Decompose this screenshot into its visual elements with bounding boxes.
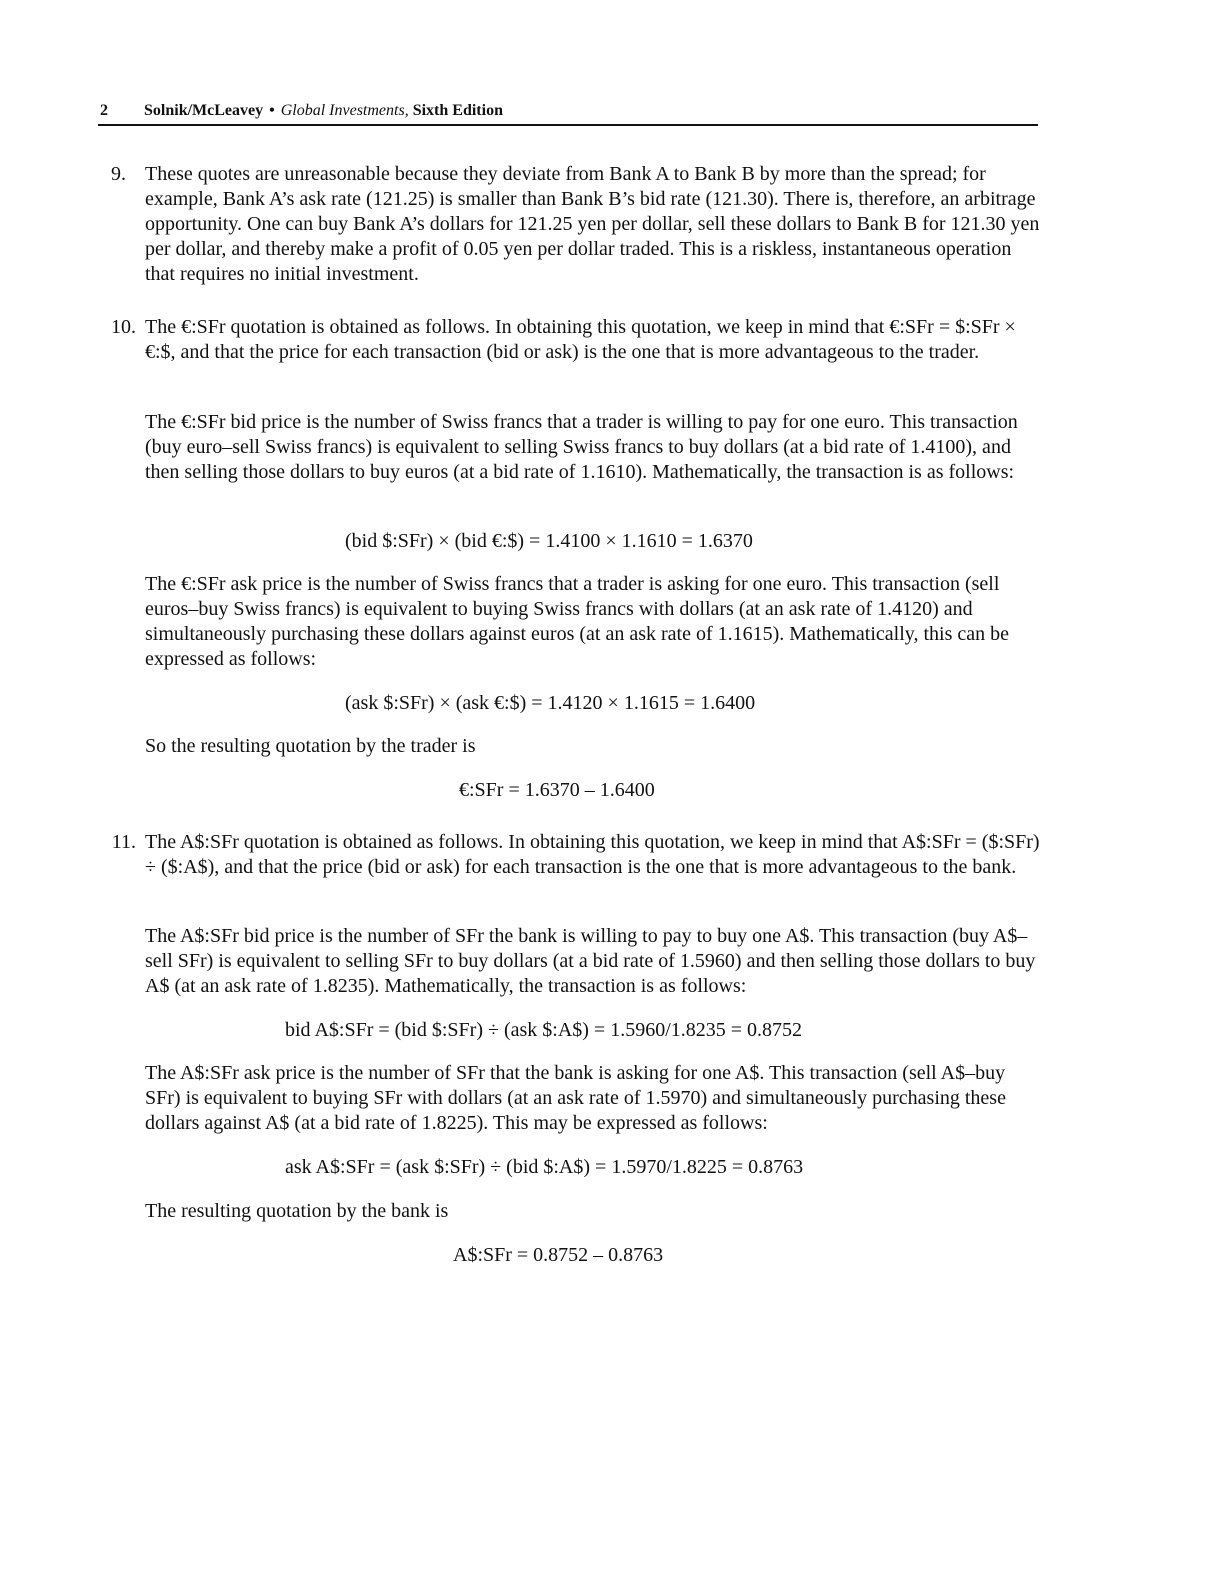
item-11-ask-explanation: The A$:SFr ask price is the number of SFr that the bank is asking for one A$. This transaction (sell A$–buy SFr) is equivalent to buying SFr with dollars (at an ask rate of 1.5970) and simultaneously purchasing these dollars against A$ (at a bid rate of 1.8225). This may be expressed as follows: (145, 1062, 1006, 1134)
item-10-result-lead: So the resulting quotation by the trader is (145, 735, 476, 757)
item-10-bid-explanation: The €:SFr bid price is the number of Swiss francs that a trader is willing to pay for one euro. This transaction (buy euro–sell Swiss francs) is equivalent to selling Swiss francs to buy dollars (at a bid rate of 1.4100), and then selling those dollars to buy euros (at a bid rate of 1.1610). Mathematically, the transaction is as follows: (145, 411, 1018, 483)
item-9-paragraph: These quotes are unreasonable because they deviate from Bank A to Bank B by more than the spread; for example, Bank A’s ask rate (121.25) is smaller than Bank B’s bid rate (121.30). There is, therefore, an arbitrage opportunity. One can buy Bank A’s dollars for 121.25 yen per dollar, sell these dollars to Bank B for 121.30 yen per dollar, and thereby make a profit of 0.05 yen per dollar traded. This is a riskless, instantaneous operation that requires no initial investment. (145, 163, 1040, 285)
authors: Solnik/McLeavey (144, 102, 264, 119)
item-10-intro: The €:SFr quotation is obtained as follows. In obtaining this quotation, we keep in mind that €:SFr = $:SFr × €:$, and that the price for each transaction (bid or ask) is the one that is more advantageous to the trader. (145, 316, 1016, 363)
running-title (144, 100, 503, 122)
page-header (98, 98, 1038, 126)
item-11-result-lead: The resulting quotation by the bank is (145, 1200, 449, 1222)
item-10-ask-explanation: The €:SFr ask price is the number of Swiss francs that a trader is asking for one euro. This transaction (sell euros–buy Swiss francs) is equivalent to buying Swiss francs with dollars (at an ask rate of 1.4120) and simultaneously purchasing these dollars against euros (at an ask rate of 1.1615). Mathematically, this can be expressed as follows: (145, 573, 1010, 670)
bullet-separator: • (269, 102, 275, 119)
item-11-intro: The A$:SFr quotation is obtained as follows. In obtaining this quotation, we keep in mind that A$:SFr = ($:SFr) ÷ ($:A$), and that the price (bid or ask) for each transaction is the one that is more advantageous to the bank. (145, 831, 1040, 878)
book-title: Global Investments, (280, 102, 409, 119)
item-number: 10. (111, 316, 136, 338)
page-number: 2 (100, 102, 108, 119)
item-number: 11. (111, 831, 136, 853)
item-number: 9. (111, 163, 126, 185)
edition: Sixth Edition (412, 102, 503, 119)
item-11-bid-explanation: The A$:SFr bid price is the number of SFr the bank is willing to pay to buy one A$. This transaction (buy A$–sell SFr) is equivalent to selling SFr to buy dollars (at a bid rate of 1.5960) and then selling those dollars to buy A$ (at an ask rate of 1.8235). Mathematically, the transaction is as follows: (145, 925, 1036, 997)
